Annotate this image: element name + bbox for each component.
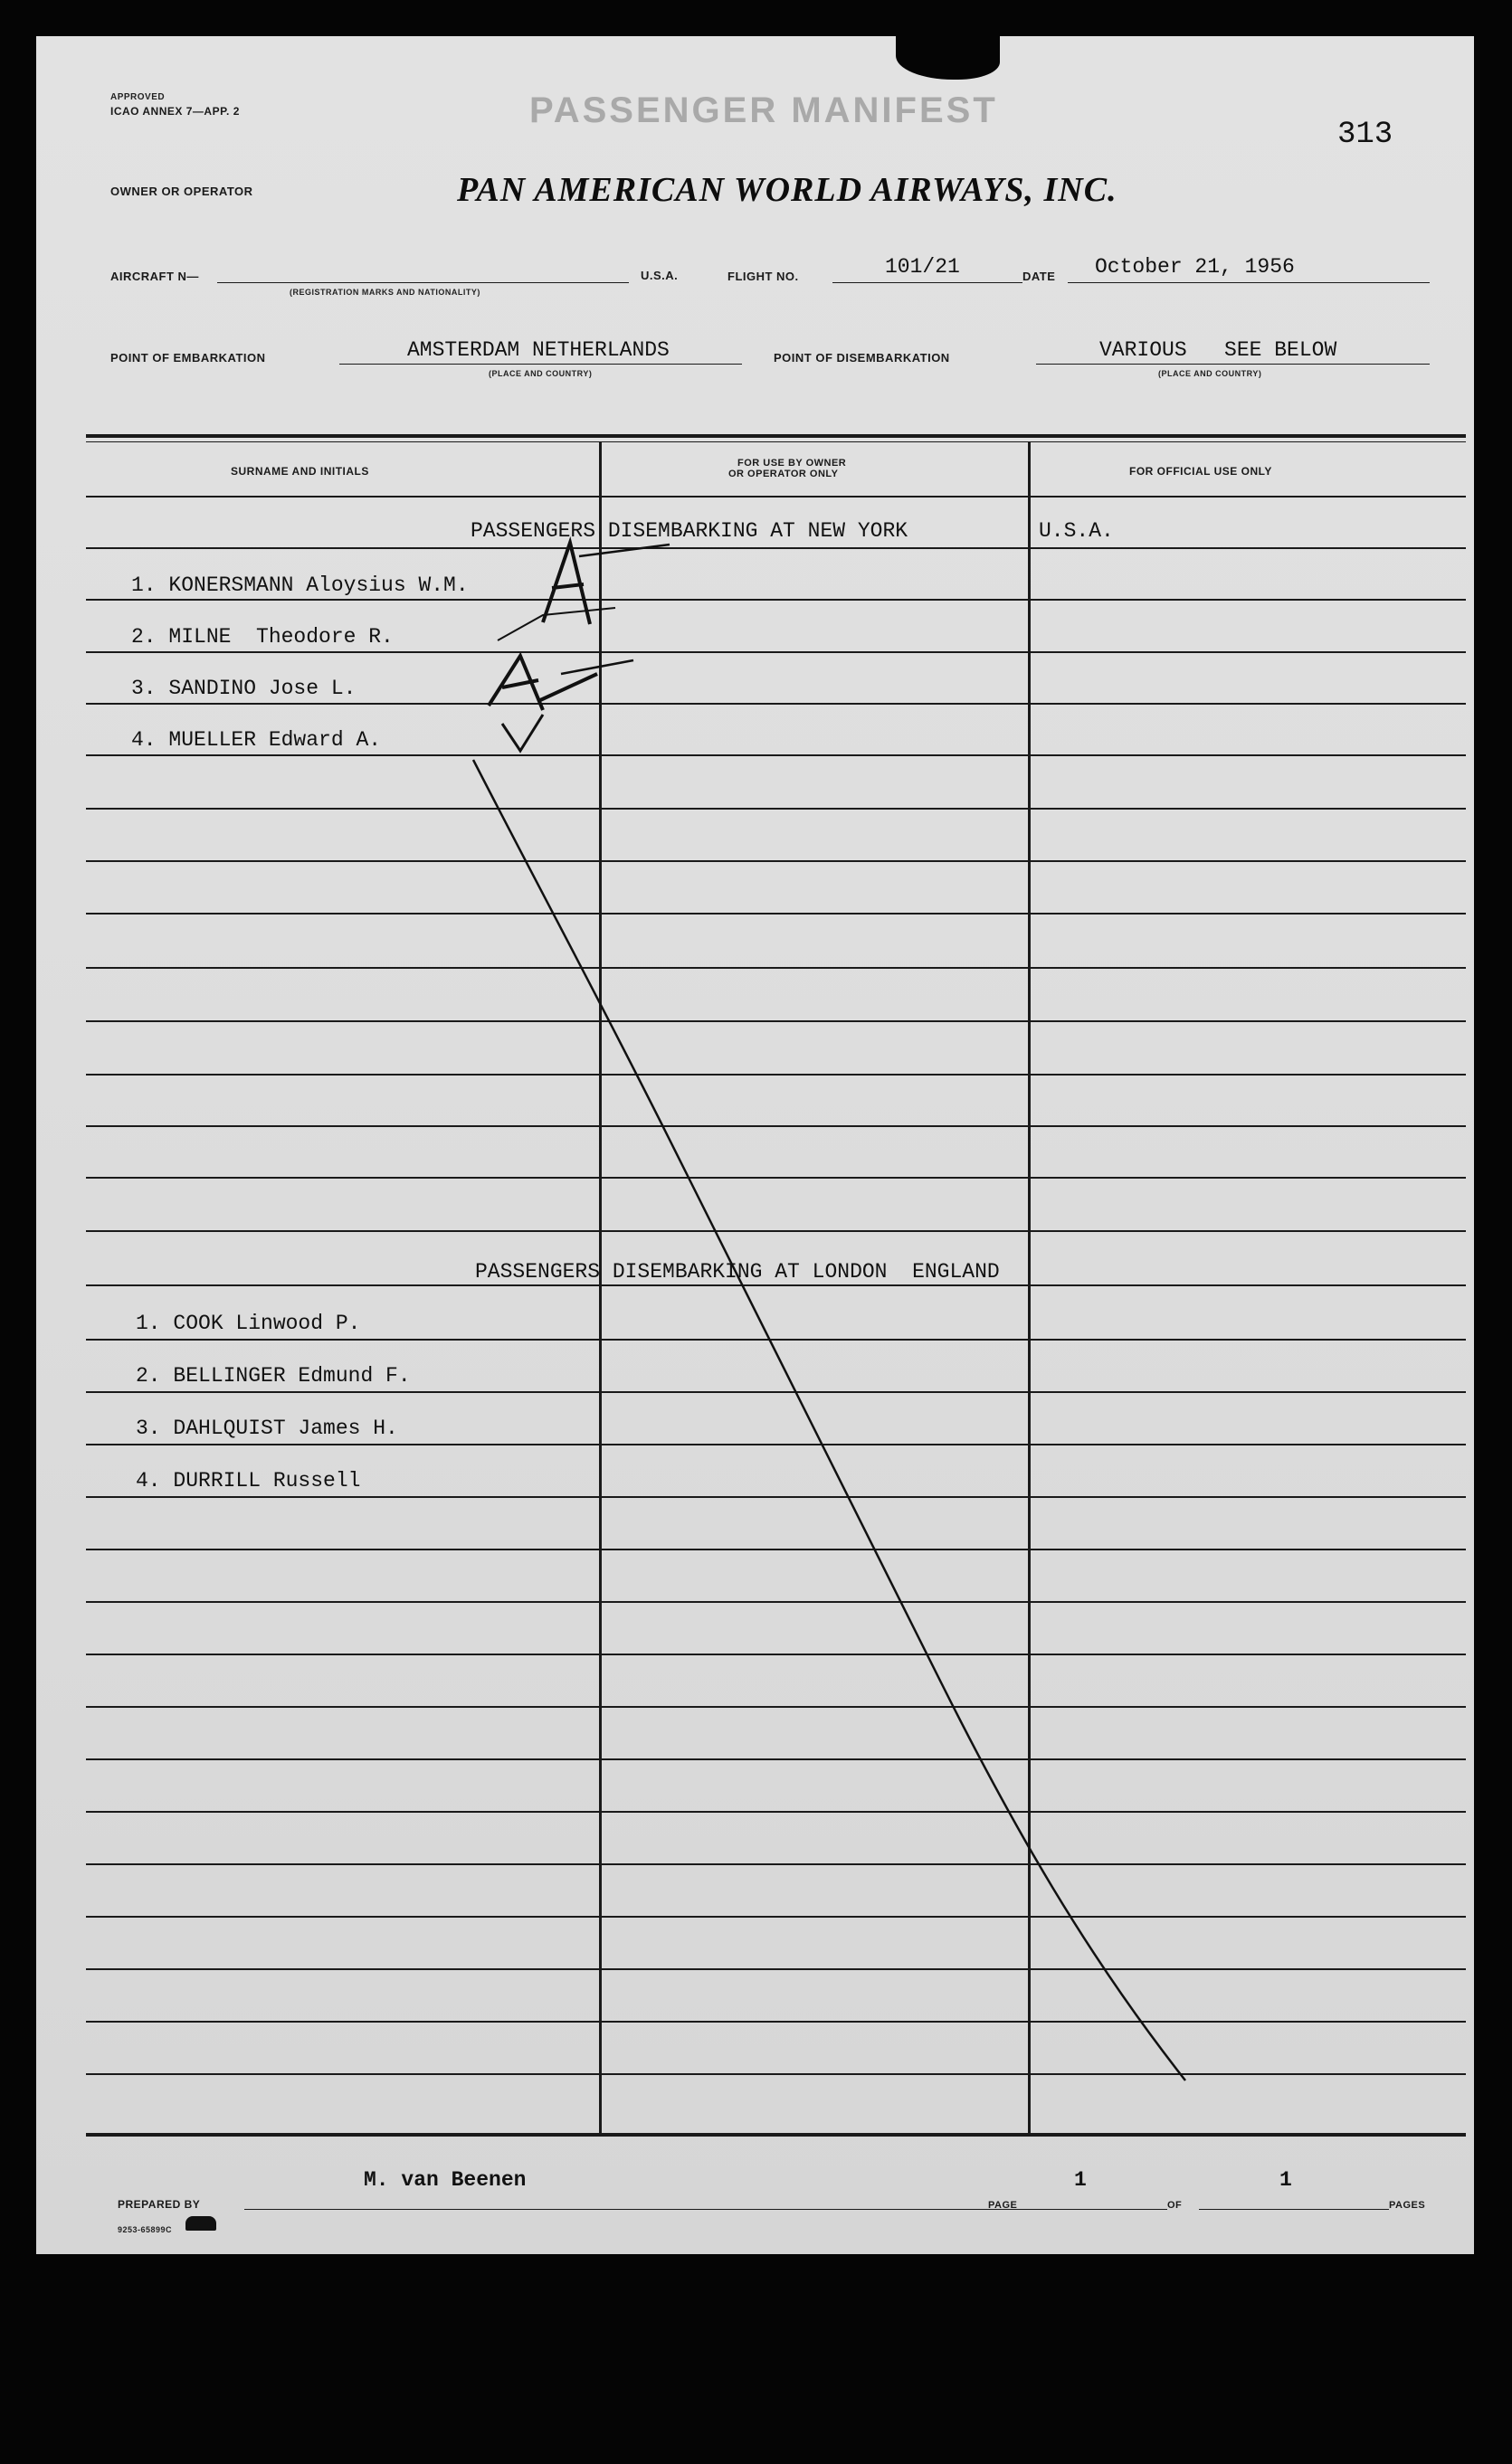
col-header-owner-2: OR OPERATOR ONLY — [728, 469, 839, 479]
pages-label: PAGES — [1389, 2200, 1426, 2211]
london-passenger-2: 2. BELLINGER Edmund F. — [136, 1364, 411, 1388]
check-mark-4 — [502, 715, 543, 751]
handwritten-marks — [36, 36, 1474, 2254]
flight-label: FLIGHT NO. — [727, 270, 799, 283]
london-passenger-3: 3. DAHLQUIST James H. — [136, 1417, 398, 1440]
total-underline — [1199, 2209, 1389, 2210]
date-label: DATE — [1022, 270, 1056, 283]
manifest-sheet — [36, 36, 1474, 2254]
london-passenger-1: 1. COOK Linwood P. — [136, 1312, 361, 1335]
check-tick-1 — [579, 545, 670, 556]
operator-name: PAN AMERICAN WORLD AIRWAYS, INC. — [457, 171, 1117, 209]
form-title: PASSENGER MANIFEST — [529, 90, 998, 130]
embarkation-caption: (PLACE AND COUNTRY) — [489, 369, 593, 378]
embarkation-value: AMSTERDAM NETHERLANDS — [407, 338, 670, 362]
embarkation-label: POINT OF EMBARKATION — [110, 351, 266, 365]
flight-number: 101/21 — [885, 255, 960, 279]
disembarkation-caption: (PLACE AND COUNTRY) — [1158, 369, 1262, 378]
page-stamp-number: 313 — [1337, 118, 1393, 152]
group-ny-heading: PASSENGERS DISEMBARKING AT NEW YORK — [471, 519, 908, 543]
page-value: 1 — [1074, 2168, 1087, 2192]
form-code: 9253-65899C — [118, 2225, 173, 2234]
aircraft-label: AIRCRAFT N— — [110, 270, 199, 283]
usa-label: U.S.A. — [641, 269, 679, 282]
ny-passenger-1: 1. KONERSMANN Aloysius W.M. — [131, 573, 469, 597]
annex-reference: ICAO ANNEX 7—APP. 2 — [110, 105, 240, 118]
disembarkation-label: POINT OF DISEMBARKATION — [774, 351, 950, 365]
table-bottom-rule — [86, 2133, 1466, 2137]
pan-am-globe-logo — [185, 2216, 216, 2231]
prepared-by-name: M. van Beenen — [364, 2168, 527, 2192]
page-total-value: 1 — [1279, 2168, 1292, 2192]
ny-passenger-2: 2. MILNE Theodore R. — [131, 625, 394, 649]
col-header-official: FOR OFFICIAL USE ONLY — [1129, 465, 1272, 478]
ny-passenger-3: 3. SANDINO Jose L. — [131, 677, 357, 700]
approval-note: APPROVED — [110, 92, 166, 102]
prepared-by-label: PREPARED BY — [118, 2198, 201, 2211]
group-ny-official-note: U.S.A. — [1039, 519, 1114, 543]
group-london-heading: PASSENGERS DISEMBARKING AT LONDON ENGLAND — [475, 1260, 1000, 1284]
check-tick-3 — [561, 660, 633, 674]
page-label: PAGE — [988, 2200, 1018, 2211]
registration-caption: (REGISTRATION MARKS AND NATIONALITY) — [290, 288, 480, 297]
page-underline — [1032, 2209, 1167, 2210]
col-header-surname: SURNAME AND INITIALS — [231, 465, 369, 478]
owner-label: OWNER OR OPERATOR — [110, 185, 253, 198]
ny-passenger-4: 4. MUELLER Edward A. — [131, 728, 382, 752]
disembarkation-value: VARIOUS SEE BELOW — [1099, 338, 1337, 362]
cancel-stroke — [473, 760, 1185, 2080]
flight-date: October 21, 1956 — [1095, 255, 1295, 279]
prepared-by-underline — [244, 2209, 1032, 2210]
handwritten-a-mark-2 — [489, 656, 597, 710]
col-header-owner-1: FOR USE BY OWNER — [737, 458, 847, 469]
london-passenger-4: 4. DURRILL Russell — [136, 1469, 361, 1493]
check-tick-2 — [498, 608, 615, 640]
of-label: OF — [1167, 2200, 1183, 2211]
